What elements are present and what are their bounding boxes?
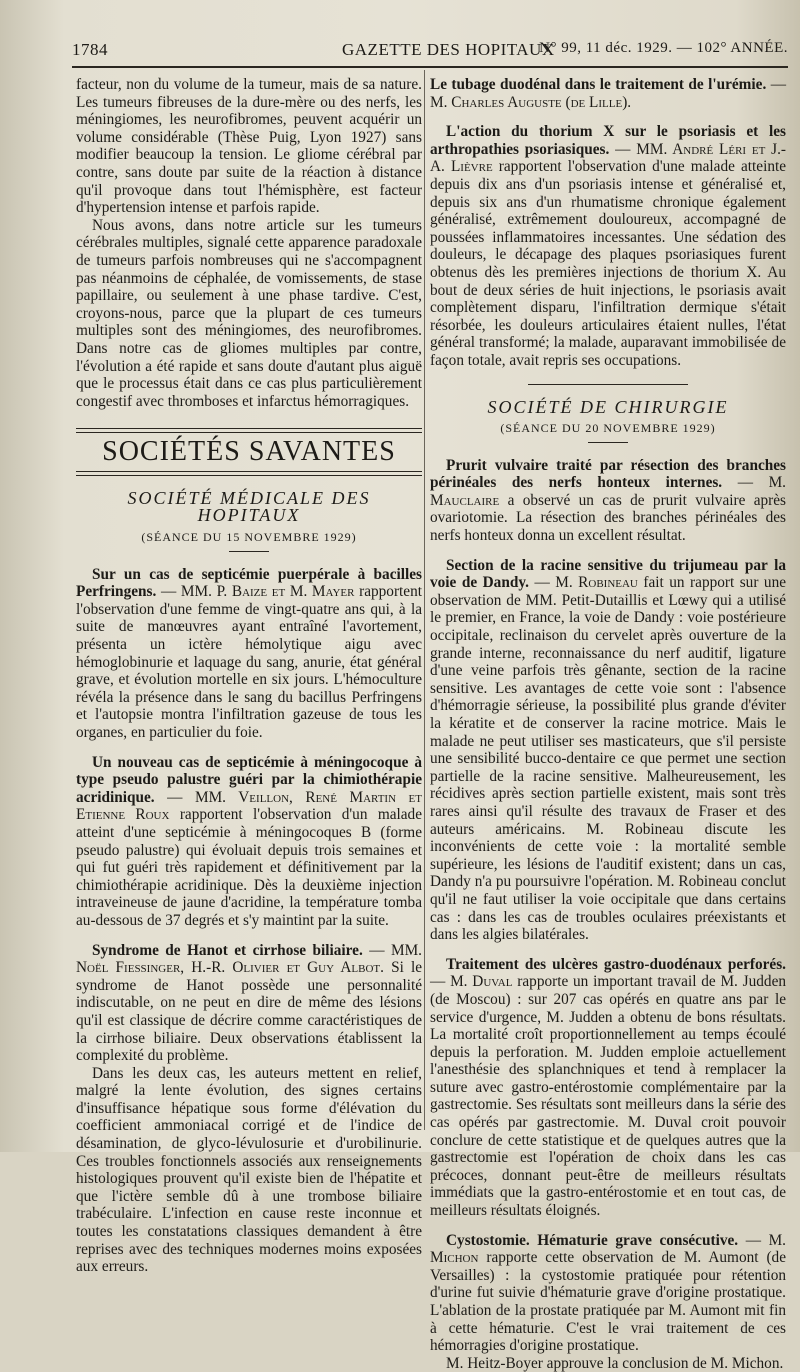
article-cystostomie: Cystostomie. Hématurie grave consécutive. — M. Michon rapporte cette observation de M. Aumont (de Versailles) : la cystostomie pratiquée pour rétention d'urine fut suivie d'hématurie grave d'origine prostatique. L'ablation de la prostate pratiquée par M. Aumont mit fin à cette hématurie. C'est le vrai traitement de ces hémorragies d'origine prostatique.: [430, 1231, 786, 1355]
section-rule: [76, 428, 422, 433]
intro-paragraph-2: Nous avons, dans notre article sur les tumeurs cérébrales multiples, signalé cette apparence paradoxale de tumeurs parfois nombreuses qui ne s'accompagnent pas néanmoins de céphalée, de vomissements, de stase papillaire, ou seulement à une phase tardive. C'est, croyons-nous, parce que la plupart de ces tumeurs multiples sont des méningiomes, des neurofibromes. Dans notre cas de gliomes multiples par contre, l'évolution a été rapide et sans doute d'autant plus aiguë que le processus était dans ce cas plus particulièrement congestif avec thromboses et infarctus hémorragiques.: [76, 216, 422, 410]
page-header: [72, 40, 788, 64]
article-thorium: L'action du thorium X sur le psoriasis et les arthropathies psoriasiques. — MM. André Léri et J.-A. Lièvre rapportent l'observation d'une malade atteinte depuis dix ans d'un psoriasis intense et généralisé et, depuis six ans d'un rhumatisme chronique également généralisé, extrêmement douloureux, accompagné de poussées inflammatoires incessantes. Une sédation des douleurs, le décapage des plaques psoriasiques furent obtenus dès les premières injections de thorium X. Au bout de deux séries de huit injections, le psoriasis avait complètement disparu, l'infiltration dermique s'était résorbée, les douleurs articulaires étaient nulles, l'état général transformé; la malade, auparavant immobilisée de façon totale, avait repris ses occupations.: [430, 123, 787, 369]
society-title-chirurgie: SOCIÉTÉ DE CHIRURGIE: [487, 396, 729, 417]
header-rule: [72, 66, 788, 68]
article-septicemie-perfringens: Sur un cas de septicémie puerpérale à bacilles Perfringens. — MM. P. Baize et M. Mayer rapportent l'observation d'une femme de vingt-quatre ans qui, à la suite de manœuvres ayant entraîné l'avortement, présenta un ictère hémolytique aigu avec hémoglobinurie et laquage du sang, anurie, état général grave, et évolution mortelle en six jours. L'hémoculture révéla la présence dans le sang du bacillus Perfringens et l'autopsie montra l'infiltration gazeuse de tous les organes, en particulier du foie.: [76, 565, 422, 741]
seance-date-chirurgie: (SÉANCE DU 20 NOVEMBRE 1929): [500, 421, 716, 436]
article-ulceres: Traitement des ulcères gastro-duodénaux perforés. — M. Duval rapporte un important travail de M. Judden (de Moscou) : sur 207 cas opérés en quatre ans par le service d'urgence, M. Judden a obtenu de bons résultats. La mortalité croît proportionnellement au temps écoulé depuis la perforation. M. Judden emploie actuellement l'anesthésie des splanchniques et tend à remplacer la suture avec gastro-entérostomie complémentaire par la gastrectomie. Ses résultats sont meilleurs dans la série des cas opérés par gastrectomie. M. Duval croit pouvoir conclure de cette statistique et de quelques autres que la gastrectomie est l'opération de choix dans les cas précoces, donnant peut-être de meilleurs résultats immédiats que la gastro-entérostomie et en tout cas, de meilleurs résultats éloignés.: [430, 955, 787, 1220]
article-prurit: Prurit vulvaire traité par résection des branches périnéales des nerfs honteux internes. — M. Mauclaire a observé un cas de prurit vulvaire après ovariotomie. La résection des branches périnéales des nerfs honteux donna un excellent résultat.: [430, 456, 787, 545]
journal-title: GAZETTE DES HOPITAUX: [342, 40, 555, 59]
article-tubage: Le tubage duodénal dans le traitement de l'urémie. — M. Charles Auguste (de Lille).: [430, 76, 786, 111]
article-hanot: Syndrome de Hanot et cirrhose biliaire. — MM. Noël Fiessinger, H.-R. Olivier et Guy Albot. Si le syndrome de Hanot possède une personnalité indiscutable, on ne peut en dire de même des lésions qu'il est classique de décrire comme caractéristiques de la cirrhose biliaire. Deux observations établissent la complexité du problème.: [76, 941, 423, 1065]
article-cystostomie-end: M. Heitz-Boyer approuve la conclusion de M. Michon.: [446, 1354, 784, 1372]
society-title: SOCIÉTÉ MÉDICALE DES HOPITAUX: [127, 487, 371, 526]
page-number: 1784: [72, 40, 108, 59]
column-divider: [424, 70, 425, 1130]
society-rule: [528, 384, 688, 385]
seance-date: (SÉANCE DU 15 NOVEMBRE 1929): [141, 530, 357, 545]
short-rule-chirurgie: [588, 442, 628, 443]
left-column: [76, 76, 422, 1276]
article-meningocoque: Un nouveau cas de septicémie à méningocoque à type pseudo palustre guéri par la chimiothérapie acridinique. — MM. Veillon, René Martin et Etienne Roux rapportent l'observation d'un malade atteint d'une septicémie à méningocoques B (forme pseudo palustre) qui évoluait depuis trois semaines et qui fut guéri très rapidement et définitivement par la chimiothérapie acridinique. Dès la deuxième injection intraveineuse de jaune d'acridine, la température tomba au-dessous de 37 degrés et s'y maintint par la suite.: [76, 753, 422, 929]
article-trijumeau: Section de la racine sensitive du trijumeau par la voie de Dandy. — M. Robineau fait un rapport sur une observation de MM. Petit-Dutaillis et Lœwy qui a utilisé le premier, en France, la voie de Dandy : voie postérieure occipitale, reclinaison du cervelet après ouverture de la grande interne, reconnaissance du nerf auditif, ligature d'une veine parfois très gênante, section de la racine sensitive. Les avantages de cette voie sont : l'absence d'hémorragie sérieuse, la possibilité plus grande d'éviter la kératite et de conserver la racine motrice. Mais le malade ne peut utiliser ses masticateurs, que s'il persiste une sensibilité bucco-dentaire ce que permet une section partielle de la racine sensitive. Malheureusement, les récidives après section partielle existent, mais sont très rares ainsi qu'il résulte des travaux de Fraser et des auteurs américains. M. Robineau discute les inconvénients de cette voie : la mortalité semble supérieure, les lésions de l'auditif existent; dans un cas, Dandy n'a pu poursuivre l'opération. M. Robineau conclut qu'il ne faut utiliser la voie occipitale que dans certains cas : dans les cas de troubles oculaires préexistants et dans les algies bilatérales.: [430, 556, 787, 944]
article-hanot-2: Dans les deux cas, les auteurs mettent en relief, malgré la lente évolution, des signes certains d'insuffisance hépatique sous forme d'élévation du coefficient ammoniacal corrigé et de l'indice de désamination, de glyco-lévulosurie et d'urobilinurie. Ces troubles fonctionnels associés aux renseignements histologiques prouvent qu'il existe bien de l'hépatite et que l'ictère semble dû à une trombose biliaire trabéculaire. L'infection en cause reste inconnue et toutes les constatations classiques demandent à être reprises avec des techniques modernes moins exposées aux erreurs.: [76, 1064, 422, 1276]
short-rule: [229, 551, 269, 552]
issue-info: N° 99, 11 déc. 1929. — 102° ANNÉE.: [539, 40, 788, 56]
right-column: [430, 76, 786, 1372]
section-title: SOCIÉTÉS SAVANTES: [102, 436, 396, 468]
section-rule-bottom: [76, 471, 422, 476]
intro-paragraph: facteur, non du volume de la tumeur, mais de sa nature. Les tumeurs fibreuses de la dure-mère ou des nerfs, les méningiomes, les neurofibromes, peuvent acquérir un volume considérable (Thèse Puig, Lyon 1927) sans modifier beaucoup la tension. Le gliome cérébral par contre, sans doute par suite de la réaction à distance qu'il provoque dans tout l'hémisphère, est facteur d'hypertension intense et parfois rapide.: [76, 76, 422, 217]
